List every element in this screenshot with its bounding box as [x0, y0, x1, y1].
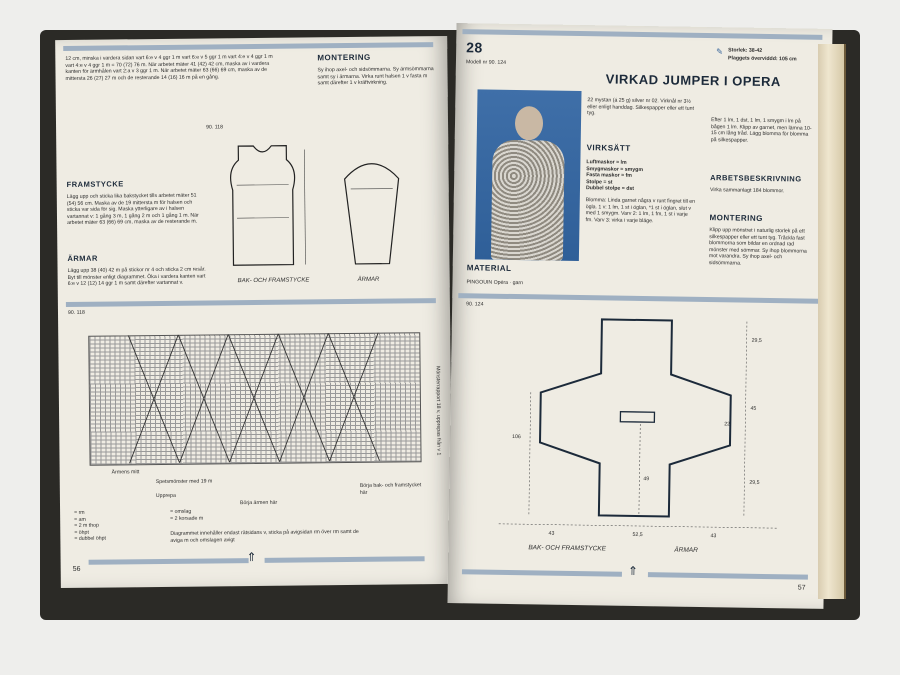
diagram-note: Diagrammet innehåller endast rätsidans v, sticka på avigsidan rm över rm samt de aviga m och omslagen avigt — [170, 528, 359, 544]
footer-logo-icon: ⇑ — [627, 563, 639, 579]
dimension-label: 29,5 — [751, 337, 762, 344]
page-number: 56 — [72, 565, 81, 573]
footer-rule — [265, 556, 425, 563]
top-rule — [63, 42, 433, 51]
schematic-label-sleeve: ÄRMAR — [357, 276, 380, 283]
dimension-label: 49 — [643, 476, 650, 483]
framstycke-heading: FRAMSTYCKE — [66, 179, 124, 189]
virksatt-item: Fasta maskor = fm — [586, 172, 632, 179]
label-borja-bak: Börja bak- och framstycket här — [359, 482, 422, 496]
legend-item: = omslag — [170, 508, 192, 515]
montering-heading: MONTERING — [317, 52, 371, 63]
diagram-label-body: BAK- OCH FRAMSTYCKE — [528, 544, 607, 553]
montering-heading: MONTERING — [709, 213, 764, 223]
virksatt-item: Dubbel stolpe = dst — [585, 185, 635, 192]
arbets-heading: ARBETSBESKRIVNING — [710, 173, 802, 184]
material-heading: MATERIAL — [466, 263, 512, 273]
width-measure-line — [499, 524, 779, 528]
pattern-title: VIRKAD JUMPER I OPERA — [605, 71, 782, 90]
material-text: PINGOUIN Opéra · garn — [466, 279, 524, 287]
body-height-line — [304, 149, 305, 264]
page-edges — [818, 44, 846, 599]
virksatt-item: Smygmaskor = smygm — [586, 165, 644, 173]
pencil-icon: ✎ — [716, 47, 723, 57]
virksatt-item: Luftmaskor = lm — [586, 159, 627, 166]
body-outline — [230, 146, 295, 266]
model-photo — [475, 89, 582, 261]
body-measure-line — [237, 218, 289, 219]
virksatt-list — [586, 159, 696, 193]
schematic-label-body: BAK- OCH FRAMSTYCKE — [237, 277, 310, 285]
dimension-label: 106 — [512, 434, 521, 441]
legend-list-2 — [170, 508, 250, 522]
diagram-ref: 90. 124 — [466, 301, 484, 308]
label-upprepa: Upprepa — [155, 492, 176, 500]
chart-diagonal — [128, 333, 379, 464]
legend-item: = 2 m thop — [74, 522, 99, 529]
dimension-label: 43 — [710, 533, 717, 540]
footer-rule — [89, 558, 249, 565]
neck-opening — [620, 412, 654, 423]
top-rule — [462, 29, 822, 40]
page-ref-top: 90. 118 — [206, 124, 224, 131]
mid-rule — [458, 293, 818, 304]
armar-text: Lägg upp 38 (40) 42 m på stickor nr 4 och sticka 2 cm resår. Byt till mönster enligt diagrammet. Öka i vardera kanten vart 6:e v 12 (12) 14 ggr 1 m samt därefter vartannat v. — [67, 266, 206, 287]
width-label: Plaggets överviddd: 105 cm — [728, 55, 797, 63]
dimension-label: 22 — [724, 421, 731, 428]
sleeve-outline — [344, 163, 399, 264]
garment-schematic — [216, 128, 418, 290]
knitting-chart-pattern — [88, 332, 419, 463]
legend-item: = am — [74, 516, 86, 523]
montering-text: Klipp upp mönstret i naturlig storlek på ett silkespapper eller ett tunt tyg. Tråckla fast blommorna som bildar en ordnad rad mönster med sömmar. Sy ihop blommorna mot varandra. Sy ihop axel- och sidsömmarna. — [708, 227, 807, 267]
label-borja-armen: Börja ärmen här — [239, 499, 278, 507]
size-label: Storlek: 38-42 — [728, 47, 763, 54]
height-measure-line — [529, 392, 531, 514]
dimension-label: 43 — [548, 530, 555, 537]
left-page — [55, 36, 453, 588]
arbets-text: Virka sammanlagt 184 blommor. — [709, 187, 785, 195]
mid-rule — [66, 298, 436, 307]
footer-rule — [462, 569, 622, 577]
legend-item: = 2 korsade m — [170, 515, 204, 522]
diagram-label-sleeve: ÄRMAR — [674, 546, 698, 554]
right-page — [447, 23, 832, 609]
right-measure-line — [744, 322, 747, 518]
virksatt-item: Stolpe = st — [586, 178, 613, 186]
dimension-label: 29,5 — [749, 479, 760, 486]
legend-item: = dubbel öhpt — [74, 535, 106, 542]
label-armens-mitt: Ärmens mitt — [111, 469, 140, 476]
footer-rule — [648, 572, 808, 580]
chart-ref: 90. 118 — [67, 309, 85, 316]
legend-list — [74, 509, 164, 542]
dimension-label: 45 — [750, 405, 757, 412]
framstycke-text: Lägg upp och sticka lika bakstycket tills arbetet mäter 51 (54) 56 cm. Maska av de 19 mittersta m för halsen och sticka var sida för sig. Maska ytterligare av i halsen vartannat v: 1 gång 3 m, 1 gång 2 m och 1 gång 1 m. När arbetet mäter 63 (66) 69 cm, maska av de resterande m. — [66, 192, 199, 226]
legend-item: = öhpt — [74, 529, 89, 536]
virksatt-heading: VIRKSÄTT — [586, 143, 631, 153]
intro-text: 12 cm, minska i vardera sidan vart 6:e v 4 ggr 1 m vart 6:e v 5 ggr 1 m vart 4:e v 4 ggr 1 m vart 4:e v 4 ggr 1 m = 70 (72) 76 m. När arbetet mäter 41 (42) 42 cm, maska av i vardera kanten för ärmhålen vart 2:a v 3 ggr 1 m. När arbetet mäter 63 (66) 69 cm, maska av de mittersta 26 (27) 27 m och de resterande 14 (16) 16 m på en gång. — [65, 53, 273, 82]
jumper-diagram — [489, 314, 792, 539]
virksatt-text: Blomma: Linda garnet några v runt fingret till en ögla. 1 v: 1 lm, 1 st i öglan, *1 st i öglan, slut v med 1 smygm. Varv 2: 1 lm, 1 fm, 1 st i varje fm. Varv 3: virka i varje bläge. — [585, 197, 696, 224]
photo-head — [515, 106, 544, 140]
armar-heading: ÄRMAR — [67, 253, 98, 263]
center-measure-line — [639, 424, 640, 514]
model-ref: Modell nr 90. 124 — [465, 59, 507, 66]
footer-logo-icon: ⇑ — [246, 549, 257, 565]
page-number: 57 — [797, 584, 806, 592]
dimension-label: 52,5 — [632, 531, 643, 539]
chart-side-note: Mönsterrapport 18 v, upprepas från v 1 — [434, 366, 442, 456]
jumper-outline — [539, 318, 732, 517]
right-col-text: Efter 1 lm, 1 dst, 1 lm, 1 smygm i lm på bågen 1 lm. Klipp av garnet, men lämna 10-15 cm lång tråd. Lägg blomma för blomma på silkespapper. — [710, 117, 812, 144]
model-number: 28 — [466, 39, 483, 56]
legend-item: = rm — [74, 509, 85, 516]
intro-text: 22 mystan (á 25 g) silver nr 02. Virknål nr 3½ eller enligt handdag. Silkespapper eller ett tunt tyg. — [587, 97, 695, 117]
label-spetsmonster: Spetsmönster med 19 m — [155, 478, 213, 486]
body-measure-line — [237, 185, 289, 186]
montering-text: Sy ihop axel- och sidsömmarna. Sy ärmsömmarna samt sy i ärmarna. Virka runt halsen 1 v fasta m samt därefter 1 v kräftvirkning. — [317, 66, 434, 87]
photo-garment — [491, 140, 565, 261]
